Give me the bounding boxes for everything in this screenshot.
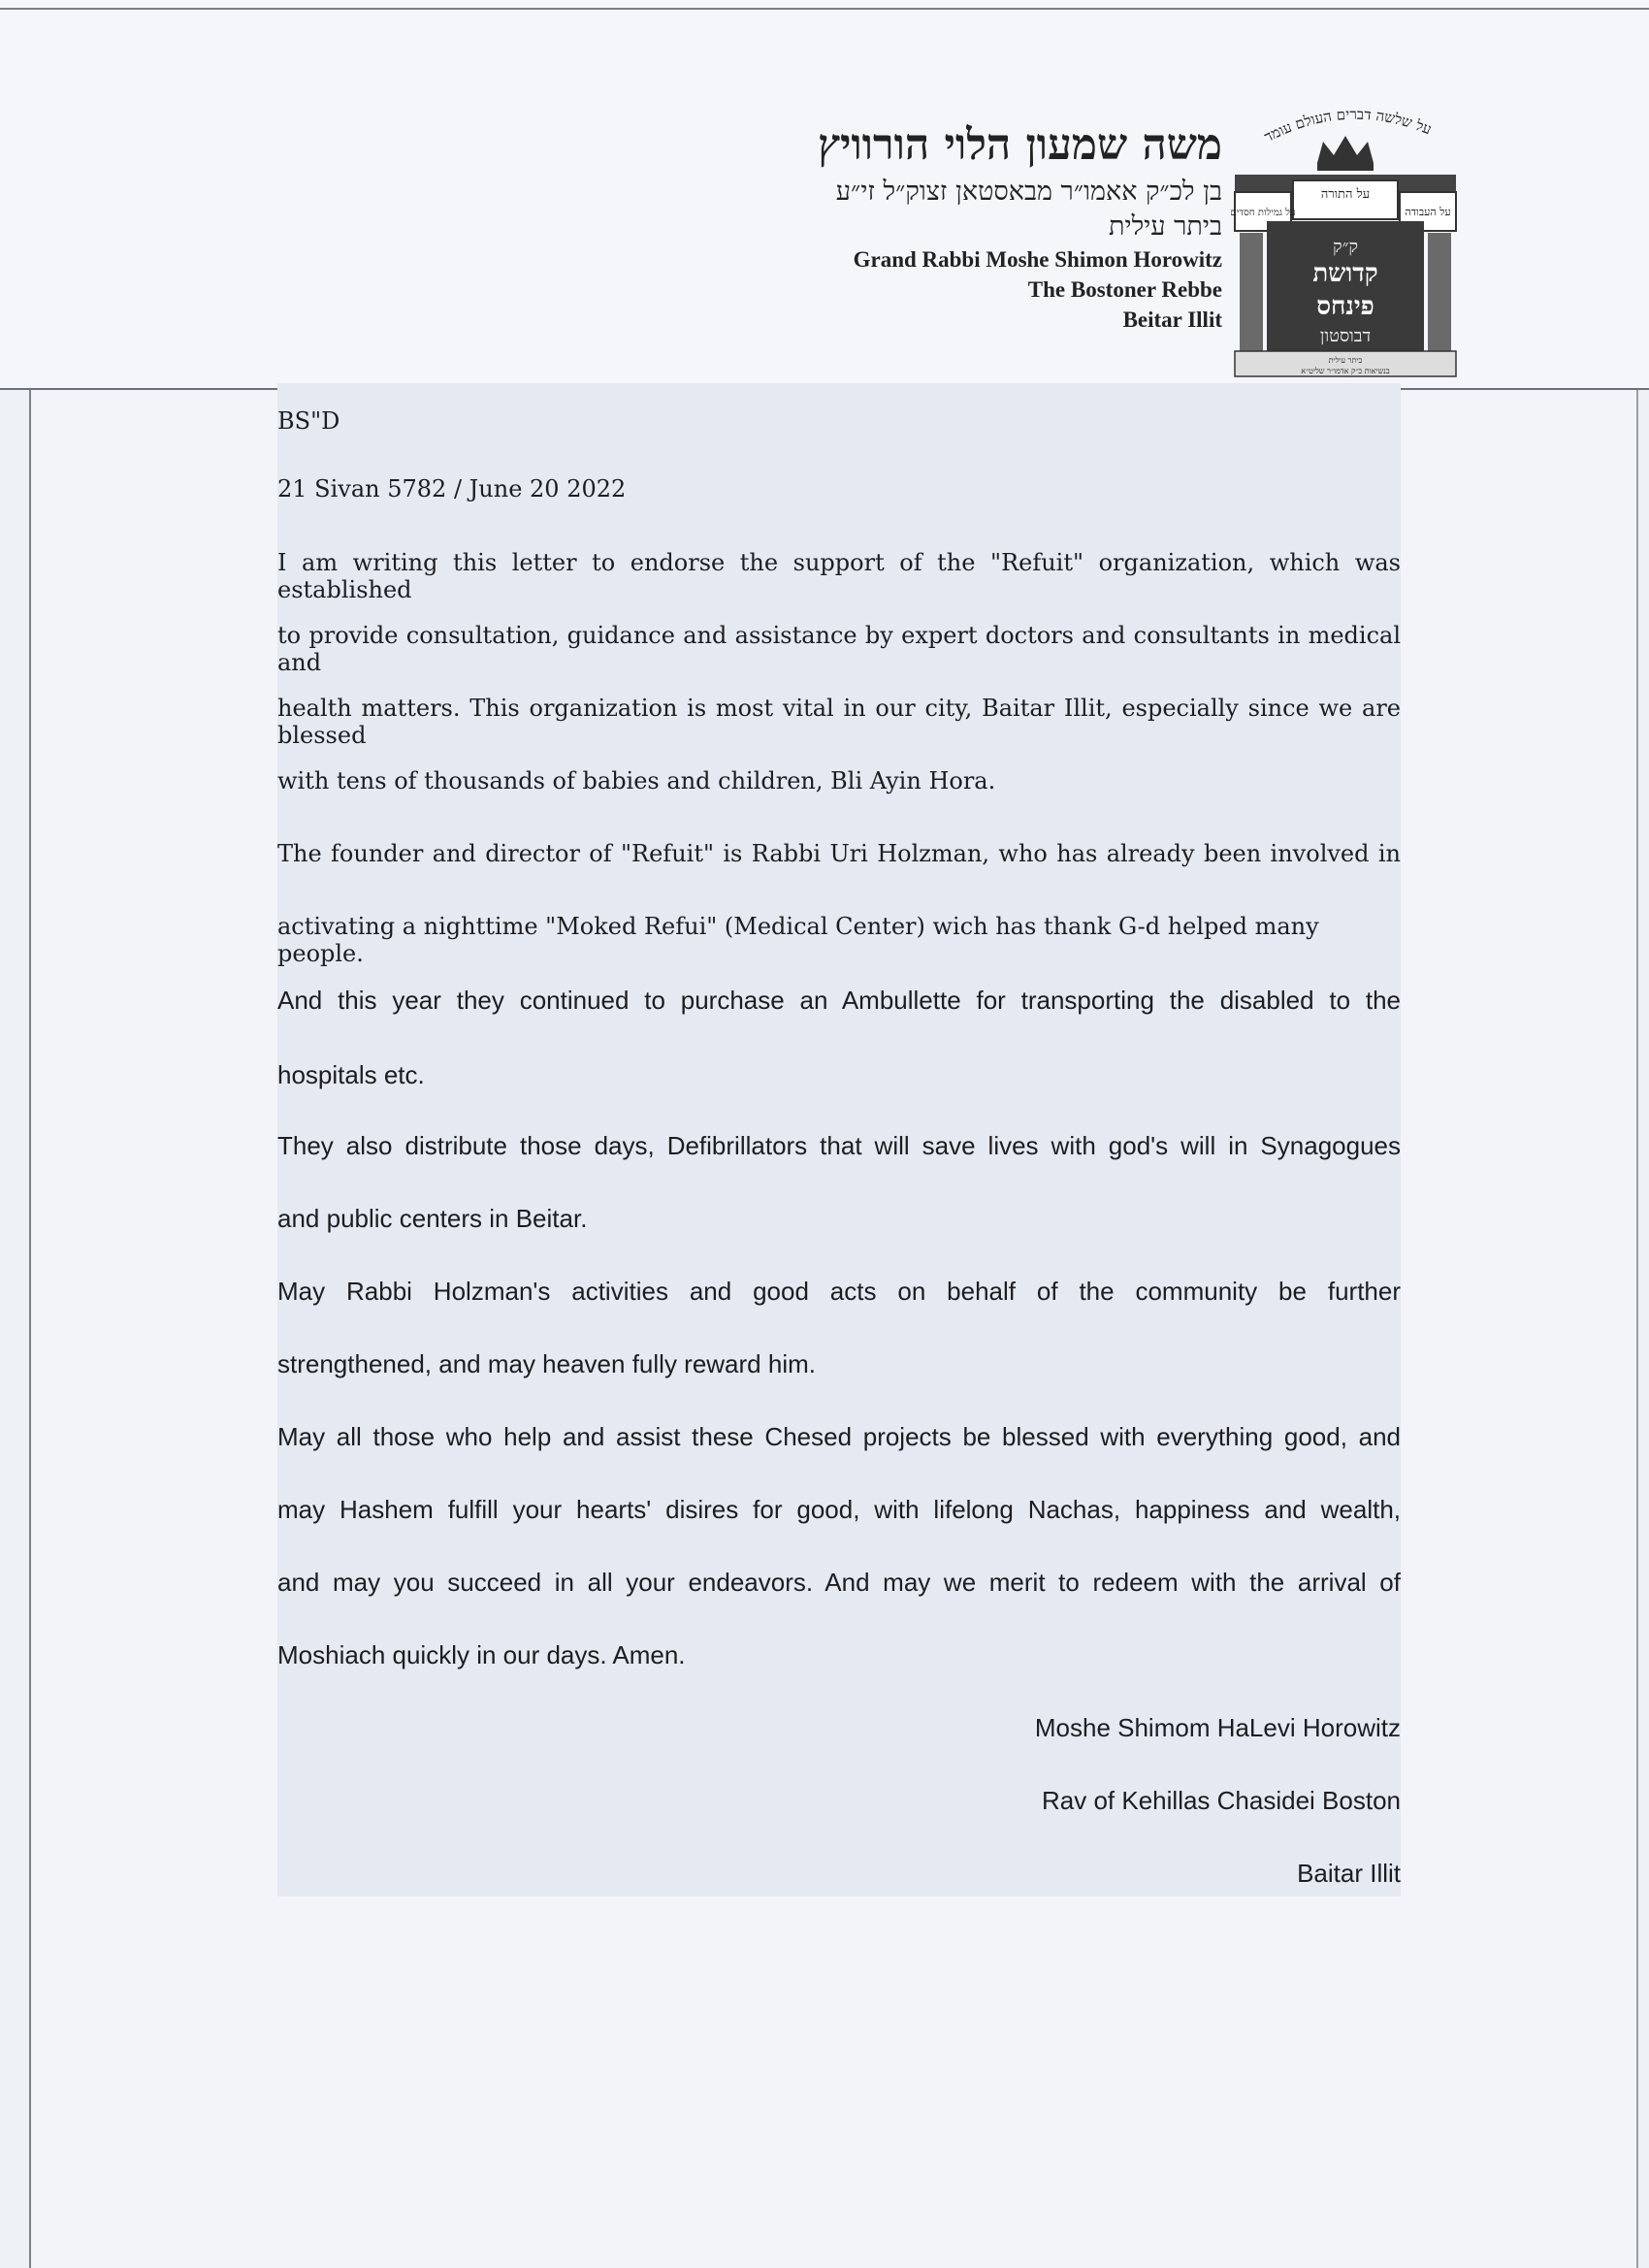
body-line: activating a nighttime "Moked Refui" (Medical Center) wich has thank G-d helped many people. [277, 913, 1319, 967]
signature-title: Rav of Kehillas Chasidei Boston [1042, 1786, 1401, 1815]
body-line: with tens of thousands of babies and children, Bli Ayin Hora. [277, 767, 996, 794]
body-line: and public centers in Beitar. [277, 1204, 588, 1233]
name-english: Grand Rabbi Moshe Shimon Horowitz [853, 247, 1222, 272]
letterhead-text [640, 116, 1222, 369]
emblem-base-2: בנשיאות כ״ק אדמו״ר שליט״א [1301, 367, 1390, 375]
body-line: to provide consultation, guidance and assistance by expert doctors and consultants in medical and [277, 622, 1401, 676]
bsd-heading: BS"D [277, 407, 340, 435]
body-line: hospitals etc. [277, 1060, 425, 1089]
emblem-right-label: על העבודה [1405, 206, 1451, 218]
emblem-main-3: פינחס [1316, 292, 1374, 321]
emblem-main-1: ק״ק [1332, 237, 1359, 257]
body-line: I am writing this letter to endorse the support of the "Refuit" organization, which was established [277, 549, 1401, 603]
body-line: The founder and director of "Refuit" is Rabbi Uri Holzman, who has already been involved in [277, 840, 1401, 867]
body-line: And this year they continued to purchase an Ambullette for transporting the disabled to the [277, 986, 1401, 1015]
letter-date: 21 Sivan 5782 / June 20 2022 [277, 475, 627, 502]
signature-city: Baitar Illit [1297, 1859, 1401, 1888]
city-hebrew: ביתר עילית [1109, 211, 1222, 242]
body-line: Moshiach quickly in our days. Amen. [277, 1640, 686, 1669]
body-line: strengthened, and may heaven fully reward him. [277, 1349, 816, 1378]
title-english: The Bostoner Rebbe [1027, 277, 1222, 302]
body-line: They also distribute those days, Defibrillators that will save lives with god's will in Synagogues [277, 1131, 1401, 1160]
body-line: May Rabbi Holzman's activities and good acts on behalf of the community be further [277, 1277, 1401, 1306]
body-line: health matters. This organization is most vital in our city, Baitar Illit, especially since we are blessed [277, 695, 1401, 749]
name-hebrew: משה שמעון הלוי הורוויץ [818, 120, 1222, 170]
emblem-logo [1230, 95, 1461, 378]
emblem-base-1: ביתר עילית [1328, 356, 1363, 365]
sheet-edge [0, 8, 1649, 10]
emblem-center-top: על התורה [1320, 187, 1371, 202]
lineage-hebrew: בן לכ״ק אאמו״ר מבאסטאן זצוק״ל זי״ע [835, 177, 1222, 207]
body-line: may Hashem fulfill your hearts' disires for good, with lifelong Nachas, happiness and wealth, [277, 1495, 1401, 1524]
crown-icon [1317, 136, 1374, 171]
emblem-arch-text: על שלשה דברים העולם עומד [1261, 105, 1435, 146]
emblem-main-2: קדושת [1312, 259, 1378, 288]
signature-name: Moshe Shimom HaLevi Horowitz [1034, 1713, 1401, 1742]
emblem-left-label: על גמילות חסדים [1230, 208, 1296, 218]
letterhead-sheet [0, 0, 1649, 390]
city-english: Beitar Illit [1122, 308, 1222, 332]
emblem-main-4: דבוסטון [1319, 326, 1372, 346]
body-line: and may you succeed in all your endeavors. And may we merit to redeem with the arrival of [277, 1568, 1401, 1597]
body-line: May all those who help and assist these Chesed projects be blessed with everything good, and [277, 1422, 1401, 1451]
